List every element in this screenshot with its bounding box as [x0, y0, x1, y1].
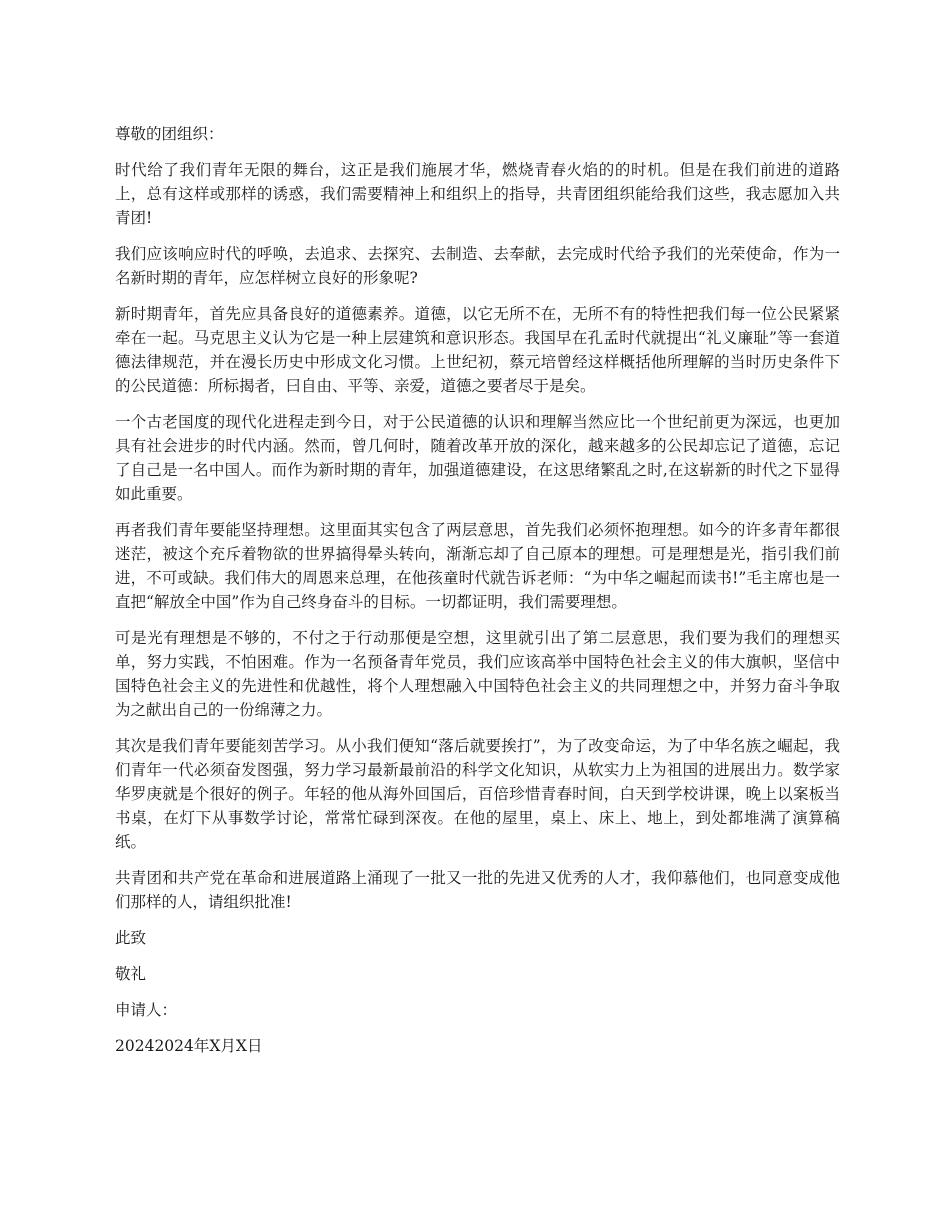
- closing-salute: 敬礼: [115, 965, 147, 983]
- application-letter: [115, 122, 840, 1070]
- body-paragraph-3: 新时期青年，首先应具备良好的道德素养。道德，以它无所不在，无所不有的特性把我们每一位公民紧紧牵在一起。马克思主义认为它是一种上层建筑和意识形态。我国早在孔孟时代就提出“礼义廉耻”等一套道德法律规范，并在漫长历史中形成文化习惯。上世纪初，蔡元培曾经这样概括他所理解的当时历史条件下的公民道德：所标揭者，曰自由、平等、亲爱，道德之要者尽于是矣。: [115, 305, 840, 395]
- body-paragraph-8: 共青团和共产党在革命和进展道路上涌现了一批又一批的先进又优秀的人才，我仰慕他们，也同意变成他们那样的人，请组织批准!: [115, 869, 840, 911]
- body-paragraph-6: 可是光有理想是不够的，不付之于行动那便是空想，这里就引出了第二层意思，我们要为我们的理想买单，努力实践，不怕困难。作为一名预备青年党员，我们应该高举中国特色社会主义的伟大旗帜，坚信中国特色社会主义的先进性和优越性，将个人理想融入中国特色社会主义的共同理想之中，并努力奋斗争取为之献出自己的一份绵薄之力。: [115, 629, 840, 719]
- body-paragraph-5: 再者我们青年要能坚持理想。这里面其实包含了两层意思，首先我们必须怀抱理想。如今的许多青年都很迷茫，被这个充斥着物欲的世界搞得晕头转向，渐渐忘却了自己原本的理想。可是理想是光，指引我们前进，不可或缺。我们伟大的周恩来总理，在他孩童时代就告诉老师：“为中华之崛起而读书!”毛主席也是一直把“解放全中国”作为自己终身奋斗的目标。一切都证明，我们需要理想。: [115, 521, 840, 611]
- salutation: 尊敬的团组织：: [115, 125, 224, 143]
- body-paragraph-1: 时代给了我们青年无限的舞台，这正是我们施展才华，燃烧青春火焰的的时机。但是在我们前进的道路上，总有这样或那样的诱惑，我们需要精神上和组织上的指导，共青团组织能给我们这些，我志愿加入共青团!: [115, 161, 840, 227]
- body-paragraph-2: 我们应该响应时代的呼唤，去追求、去探究、去制造、去奉献，去完成时代给予我们的光荣使命，作为一名新时期的青年，应怎样树立良好的形象呢?: [115, 245, 840, 287]
- applicant-line: 申请人：: [115, 1001, 178, 1019]
- date-line: 20242024年X月X日: [115, 1037, 263, 1055]
- body-paragraph-4: 一个古老国度的现代化进程走到今日，对于公民道德的认识和理解当然应比一个世纪前更为深远，也更加具有社会进步的时代内涵。然而，曾几何时，随着改革开放的深化，越来越多的公民却忘记了道德，忘记了自己是一名中国人。而作为新时期的青年，加强道德建设，在这思绪繁乱之时,在这崭新的时代之下显得如此重要。: [115, 413, 840, 503]
- closing-greeting: 此致: [115, 929, 147, 947]
- body-paragraph-7: 其次是我们青年要能刻苦学习。从小我们便知“落后就要挨打”，为了改变命运，为了中华名族之崛起，我们青年一代必须奋发图强，努力学习最新最前沿的科学文化知识，从软实力上为祖国的进展出力。数学家华罗庚就是个很好的例子。年轻的他从海外回国后，百倍珍惜青春时间，白天到学校讲课，晚上以案板当书桌，在灯下从事数学讨论，常常忙碌到深夜。在他的屋里，桌上、床上、地上，到处都堆满了演算稿纸。: [115, 737, 840, 851]
